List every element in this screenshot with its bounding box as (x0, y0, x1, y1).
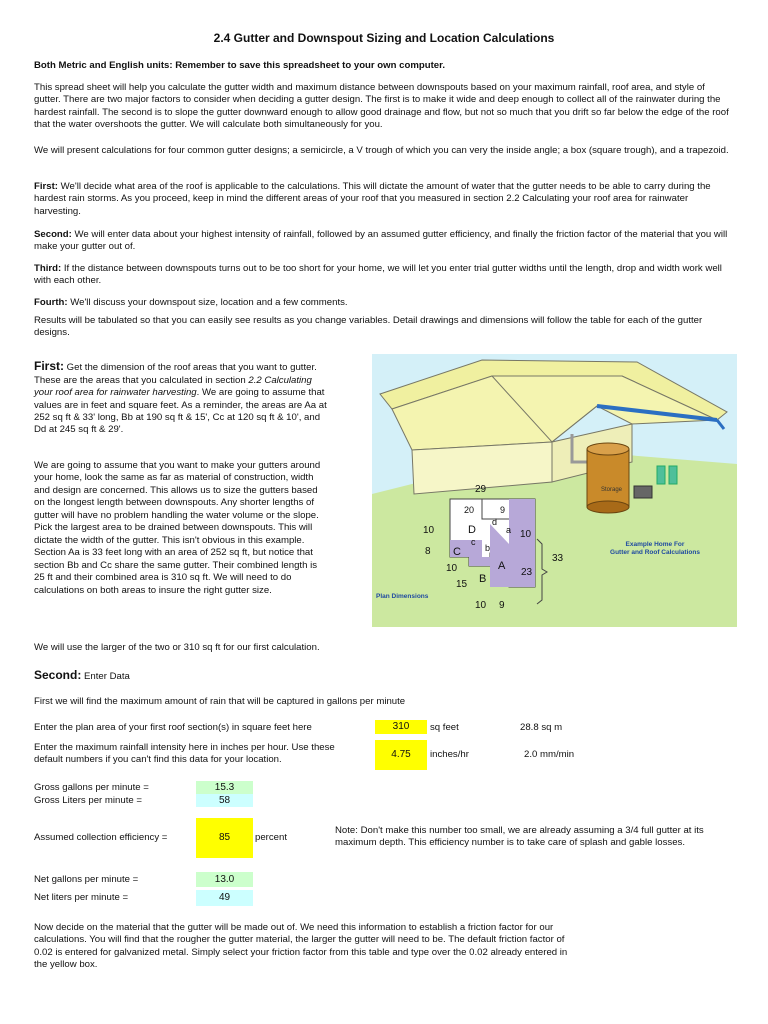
first-text-a: Get the dimension of the roof areas that you want to gutter. These are the areas that you calculated in section (34, 362, 317, 386)
rainfall-input[interactable]: 4.75 (375, 740, 427, 770)
area-unit: sq feet (430, 722, 459, 733)
second-section-heading (34, 668, 130, 684)
efficiency-input[interactable]: 85 (196, 818, 253, 858)
storage-label: Storage (601, 487, 623, 493)
label-d: d (492, 517, 498, 527)
step-text: If the distance between downspouts turns out to be too short for your home, we will let you enter trial gutter widths until the length, drop and width work well with each other. (34, 263, 722, 287)
material-paragraph: Now decide on the material that the gutter will be made out of. We need this information to establish a friction factor for our calculations. You will find that the rougher the gutter material, the larger the gutter will need to be. The default friction factor of 0.02 is entered for galvanized metal. Simply select your friction factor from this table and type over the 0.02 already entered in the yellow box. (34, 922, 568, 971)
step-third (34, 263, 734, 288)
step-text: We will enter data about your highest intensity of rainfall, followed by an assumed gutter efficiency, and finally the friction factor of the material that you will make your gutter out of. (34, 229, 728, 253)
home-illustration (372, 354, 737, 627)
tank-bottom (587, 501, 629, 513)
section-lead: First: (34, 359, 64, 373)
gross-gpm-value: 15.3 (196, 781, 253, 794)
dim-23: 23 (521, 567, 533, 578)
label-c: c (471, 537, 476, 547)
dim-33: 33 (552, 553, 564, 564)
pump (634, 486, 652, 498)
section-reference: 2.2 Calculating your roof area for rainwater harvesting (34, 374, 312, 399)
caption-line-2: Gutter and Roof Calculations (610, 548, 700, 556)
page-title: 2.4 Gutter and Downspout Sizing and Location Calculations (213, 31, 555, 45)
dim-right-10: 10 (520, 529, 532, 540)
step-label: First: (34, 181, 58, 192)
efficiency-unit: percent (255, 832, 287, 843)
first-section-paragraph-2: We are going to assume that you want to make your gutters around your home, look the same as far as material of construction, width and design are concerned. This allows us to size the gutters based on the longest length between downspouts. Any shorter lengths of gutter will have no problem handling the water volume or the slope. Pick the largest area to be drained between downspouts. This will dictate the width of the gutter. This isn't obvious in this example. Section Aa is 33 feet long with an area of 252 sq ft, but notice that section Bb and Cc share the same gutter. Their combined length is 25 ft and their combined area is 310 sq ft. We will need to do calculations on both areas to insure the right gutter size. (34, 460, 321, 596)
rainfall-metric: 2.0 mm/min (524, 749, 575, 760)
step-first (34, 181, 734, 218)
label-a: a (506, 525, 512, 535)
step-text: We'll decide what area of the roof is applicable to the calculations. This will dictate the amount of water that the gutter needs to be able to carry during the hardest rain storms. As you proceed, keep in mind the different areas of your roof that you measured in section 2.2 Calculating your roof area for rainwater harvesting. (34, 181, 711, 217)
step-label: Second: (34, 229, 72, 240)
intro-paragraph-1: This spread sheet will help you calculate the gutter width and maximum distance between downspouts based on your maximum rainfall, roof area, and style of gutter. There are two major factors to consider when deciding a gutter design. The first is to make it wide and deep enough to collect all of the rainwater during the hardest rainfall. The second is to slope the gutter downward enough to allow good drainage and flow, but not so much that you drift so far below the edge of the roof that the water overshoots the gutter. We will calculate both simultaneously for you. (34, 82, 729, 131)
step-text: We'll discuss your downspout size, location and a few comments. (67, 297, 348, 308)
roof-area-input[interactable]: 310 (375, 720, 427, 734)
filter-1 (657, 466, 665, 484)
dim-15: 15 (456, 579, 468, 590)
label-b: b (485, 543, 491, 553)
area-label: Enter the plan area of your first roof section(s) in square feet here (34, 722, 312, 733)
section-lead: Second: (34, 668, 82, 682)
dim-left-8: 8 (425, 546, 431, 557)
plan-dimensions-label: Plan Dimensions (376, 593, 429, 600)
efficiency-note: Note: Don't make this number too small, we are already assuming a 3/4 full gutter at its maximum depth. This efficiency number is to take care of splash and gable losses. (335, 825, 704, 849)
first-text-b: . We are going to assume that values are in feet and square feet. As a reminder, the areas are Aa at 252 sq ft & 33' long, Bb at 190 sq ft & 15', Cc at 120 sq ft & 10', and Dd at 245 sq ft & 29'. (34, 387, 327, 436)
second-section-intro: First we will find the maximum amount of rain that will be captured in gallons per minute (34, 696, 406, 707)
dim-mid-10: 10 (446, 563, 458, 574)
area-metric: 28.8 sq m (520, 722, 563, 733)
gross-gpm-label: Gross gallons per minute = (34, 782, 149, 793)
storage-tank (587, 449, 629, 507)
dim-29: 29 (475, 484, 487, 495)
net-lpm-value: 49 (196, 890, 253, 906)
section-lead-rest: Enter Data (81, 671, 130, 682)
intro-paragraph-2: We will present calculations for four common gutter designs; a semicircle, a V trough of which you can very the inside angle; a box (square trough), and a trapezoid. (34, 145, 729, 156)
rainfall-label: Enter the maximum rainfall intensity here in inches per hour. Use these default numbers if you can't find this data for your location. (34, 742, 335, 766)
label-A: A (498, 560, 506, 572)
filter-2 (669, 466, 677, 484)
subtitle: Both Metric and English units: Remember to save this spreadsheet to your own computer. (34, 60, 446, 71)
net-gpm-value: 13.0 (196, 872, 253, 887)
label-B: B (479, 573, 487, 585)
example-home-figure (372, 354, 737, 627)
step-label: Fourth: (34, 297, 68, 308)
efficiency-label: Assumed collection efficiency = (34, 832, 168, 843)
dim-bottom-10: 10 (475, 600, 487, 611)
gross-lpm-label: Gross Liters per minute = (34, 795, 142, 806)
section-c-ext (469, 557, 490, 566)
gutter-end (717, 420, 724, 429)
tank-top (587, 443, 629, 455)
first-section-paragraph (34, 359, 330, 437)
dim-left-10: 10 (423, 525, 435, 536)
first-section-conclusion: We will use the larger of the two or 310 sq ft for our first calculation. (34, 642, 320, 653)
caption-line-1: Example Home For (625, 541, 685, 548)
label-D: D (468, 524, 476, 536)
dim-20: 20 (464, 505, 475, 515)
net-lpm-label: Net liters per minute = (34, 892, 129, 903)
label-C: C (453, 546, 461, 558)
step-second (34, 229, 734, 254)
net-gpm-label: Net gallons per minute = (34, 874, 139, 885)
dim-9: 9 (500, 505, 506, 515)
figure-caption (595, 541, 715, 557)
gross-lpm-value: 58 (196, 794, 253, 807)
rainfall-unit: inches/hr (430, 749, 469, 760)
step-fourth (34, 297, 734, 309)
results-note: Results will be tabulated so that you can easily see results as you change variables. Detail drawings and dimensions will follow the table for each of the gutter designs. (34, 315, 703, 339)
step-label: Third: (34, 263, 62, 274)
dim-bottom-9: 9 (499, 600, 505, 611)
